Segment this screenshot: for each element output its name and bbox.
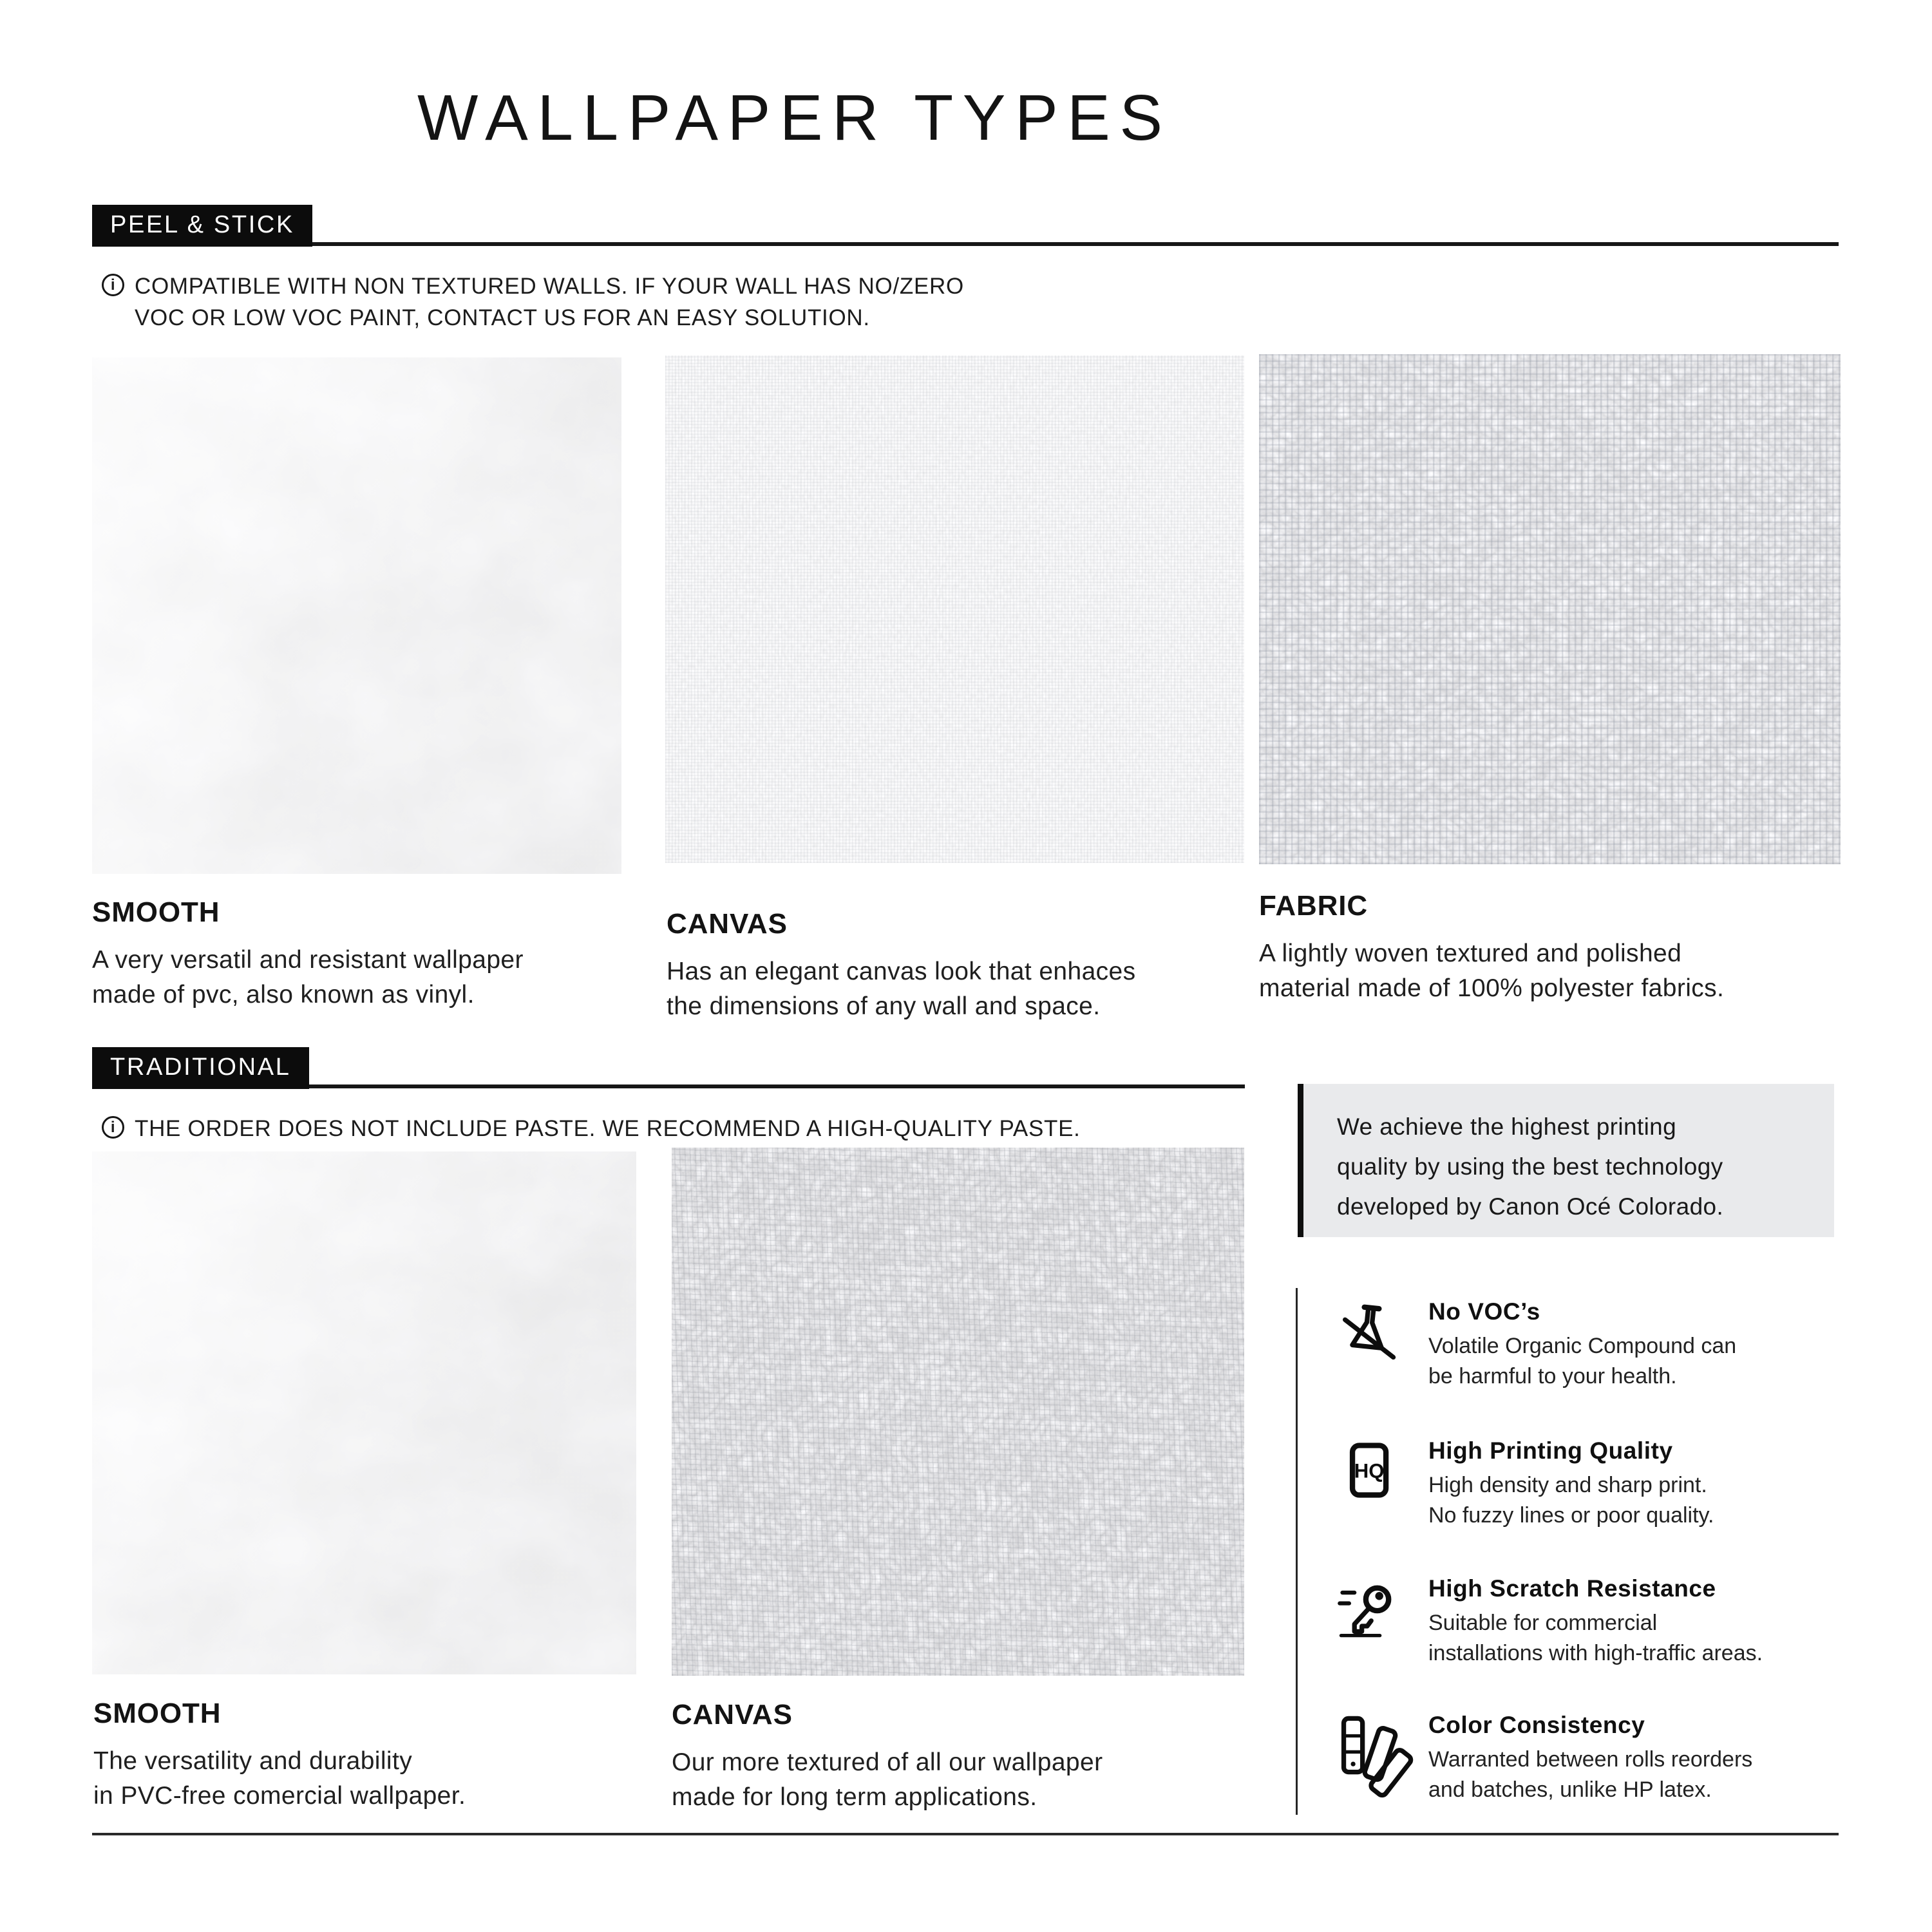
texture-swatch-peel-canvas bbox=[665, 355, 1244, 863]
features-divider-line bbox=[1296, 1288, 1298, 1815]
hq-badge-icon bbox=[1334, 1437, 1401, 1504]
caption-peel-smooth bbox=[92, 896, 524, 1012]
texture-swatch-traditional-smooth bbox=[92, 1151, 636, 1674]
traditional-section-label: TRADITIONAL bbox=[92, 1047, 309, 1089]
feature-high-printing-quality bbox=[1334, 1437, 1850, 1531]
feature-desc-line1: High density and sharp print. bbox=[1428, 1473, 1707, 1497]
caption-description bbox=[672, 1745, 1103, 1815]
feature-desc-line1: Warranted between rolls reorders bbox=[1428, 1747, 1753, 1772]
feature-description bbox=[1428, 1331, 1736, 1392]
feature-color-consistency bbox=[1334, 1712, 1850, 1805]
feature-no-vocs bbox=[1334, 1298, 1850, 1392]
peel-note-line2: VOC OR LOW VOC PAINT, CONTACT US FOR AN EASY SOLUTION. bbox=[135, 305, 870, 330]
caption-description bbox=[93, 1744, 466, 1814]
quality-line1: We achieve the highest printing bbox=[1337, 1113, 1677, 1140]
page-title: WALLPAPER TYPES bbox=[417, 82, 1172, 154]
caption-title: SMOOTH bbox=[92, 896, 220, 928]
feature-desc-line1: Suitable for commercial bbox=[1428, 1611, 1658, 1635]
caption-description bbox=[667, 954, 1136, 1024]
scratch-key-icon bbox=[1334, 1575, 1401, 1642]
traditional-note-text: THE ORDER DOES NOT INCLUDE PASTE. WE RECOMMEND A HIGH-QUALITY PASTE. bbox=[135, 1116, 1081, 1141]
peel-section-rule bbox=[92, 242, 1839, 246]
peel-note-line1: COMPATIBLE WITH NON TEXTURED WALLS. IF YOUR WALL HAS NO/ZERO bbox=[135, 274, 964, 299]
caption-desc-line2: made for long term applications. bbox=[672, 1783, 1037, 1811]
feature-description bbox=[1428, 1608, 1763, 1669]
info-icon: i bbox=[102, 1116, 124, 1139]
caption-title: CANVAS bbox=[672, 1699, 793, 1730]
caption-peel-canvas bbox=[667, 908, 1136, 1024]
caption-peel-fabric bbox=[1259, 890, 1724, 1006]
texture-swatch-peel-smooth bbox=[92, 357, 621, 874]
bottom-divider-line bbox=[92, 1833, 1839, 1835]
caption-traditional-canvas bbox=[672, 1699, 1103, 1815]
feature-desc-line2: be harmful to your health. bbox=[1428, 1364, 1677, 1388]
peel-note bbox=[102, 270, 964, 334]
feature-description bbox=[1428, 1745, 1752, 1805]
caption-title: SMOOTH bbox=[93, 1698, 222, 1729]
caption-description bbox=[1259, 936, 1724, 1006]
caption-title: FABRIC bbox=[1259, 890, 1368, 922]
color-swatches-icon bbox=[1334, 1712, 1401, 1779]
peel-stick-section-label: PEEL & STICK bbox=[92, 205, 312, 247]
feature-high-scratch-resistance bbox=[1334, 1575, 1850, 1669]
feature-title: High Scratch Resistance bbox=[1428, 1575, 1716, 1602]
feature-text bbox=[1428, 1712, 1752, 1805]
feature-text bbox=[1428, 1575, 1763, 1669]
feature-desc-line2: and batches, unlike HP latex. bbox=[1428, 1777, 1712, 1802]
info-icon: i bbox=[102, 274, 124, 296]
feature-title: High Printing Quality bbox=[1428, 1437, 1673, 1464]
hq-badge-text: HQ bbox=[1354, 1459, 1385, 1482]
quality-line2: quality by using the best technology bbox=[1337, 1153, 1723, 1180]
caption-desc-line1: The versatility and durability bbox=[93, 1747, 413, 1775]
caption-traditional-smooth bbox=[93, 1698, 466, 1814]
no-voc-flask-icon bbox=[1334, 1298, 1401, 1365]
caption-desc-line2: the dimensions of any wall and space. bbox=[667, 992, 1101, 1020]
caption-desc-line1: A lightly woven textured and polished bbox=[1259, 940, 1682, 967]
feature-desc-line2: installations with high-traffic areas. bbox=[1428, 1641, 1763, 1665]
feature-desc-line1: Volatile Organic Compound can bbox=[1428, 1334, 1737, 1358]
caption-title: CANVAS bbox=[667, 908, 788, 940]
feature-text bbox=[1428, 1437, 1714, 1531]
caption-desc-line1: Our more textured of all our wallpaper bbox=[672, 1748, 1103, 1776]
quality-line3: developed by Canon Océ Colorado. bbox=[1337, 1193, 1724, 1220]
caption-desc-line2: made of pvc, also known as vinyl. bbox=[92, 981, 475, 1009]
caption-description bbox=[92, 943, 524, 1012]
feature-text bbox=[1428, 1298, 1736, 1392]
traditional-note bbox=[102, 1113, 1081, 1144]
feature-title: No VOC’s bbox=[1428, 1298, 1540, 1325]
peel-note-text bbox=[135, 270, 964, 334]
texture-swatch-peel-fabric bbox=[1259, 354, 1841, 864]
printing-quality-callout bbox=[1298, 1084, 1834, 1237]
feature-description bbox=[1428, 1470, 1714, 1531]
caption-desc-line2: in PVC-free comercial wallpaper. bbox=[93, 1782, 466, 1810]
caption-desc-line1: A very versatil and resistant wallpaper bbox=[92, 946, 524, 974]
texture-swatch-traditional-canvas bbox=[672, 1148, 1244, 1676]
feature-desc-line2: No fuzzy lines or poor quality. bbox=[1428, 1503, 1714, 1528]
caption-desc-line1: Has an elegant canvas look that enhaces bbox=[667, 958, 1136, 985]
feature-title: Color Consistency bbox=[1428, 1712, 1645, 1738]
caption-desc-line2: material made of 100% polyester fabrics. bbox=[1259, 974, 1725, 1002]
